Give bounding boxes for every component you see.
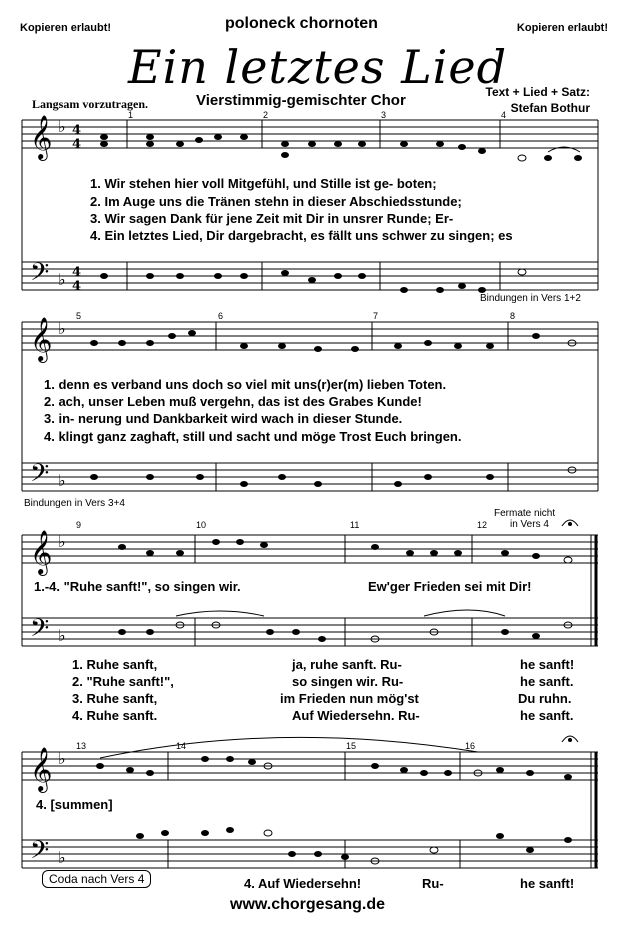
svg-text:♭: ♭ <box>58 471 66 490</box>
song-subtitle: Vierstimmig-gemischter Chor <box>196 92 406 109</box>
song-title: Ein letztes Lied <box>128 40 508 94</box>
measure-number: 13 <box>76 741 87 751</box>
lower-lyric-c: he sanft! <box>520 657 575 672</box>
lower-lyric-a: 4. Auf Wiedersehn! <box>244 876 362 891</box>
lower-lyric-b: Ru- <box>422 876 444 891</box>
clefs <box>30 115 81 871</box>
lower-lyric-b: so singen wir. Ru- <box>292 674 404 689</box>
credit-line-1: Text + Lied + Satz: <box>485 85 590 99</box>
treble-clef-s3: 𝄞 <box>30 530 53 574</box>
copy-notice-right: Kopieren erlaubt! <box>516 22 608 34</box>
treble-clef-s4: 𝄞 <box>30 747 53 791</box>
staff-s2-bass <box>22 463 598 491</box>
fermata-note: in Vers 4 <box>510 519 549 530</box>
lyric-upper-a: 1.-4. "Ruhe sanft!", so singen wir. <box>34 579 241 594</box>
lower-lyric-c: he sanft. <box>520 674 574 689</box>
lower-lyric-a: 2. "Ruhe sanft!", <box>72 674 174 689</box>
lower-lyric-b: im Frieden nun mög'st <box>280 691 419 706</box>
lower-lyric-a: 1. Ruhe sanft, <box>72 657 158 672</box>
svg-text:♭: ♭ <box>58 749 66 768</box>
measure-number: 7 <box>373 311 379 321</box>
lyric-verse-4: 4. klingt ganz zaghaft, still und sacht und möge Trost Euch bringen. <box>44 429 462 444</box>
lyric-verse-2: 2. ach, unser Leben muß vergehn, das ist des Grabes Kunde! <box>44 394 422 409</box>
copy-notice-left: Kopieren erlaubt! <box>20 22 112 34</box>
lower-lyric-a: 3. Ruhe sanft, <box>72 691 158 706</box>
measure-number: 9 <box>76 520 82 530</box>
measure-number: 6 <box>218 311 224 321</box>
lyric-verse-3: 3. in- nerung und Dankbarkeit wird wach in dieser Stunde. <box>44 411 403 426</box>
binding-note: Bindungen in Vers 1+2 <box>480 293 581 304</box>
lower-lyric-b: Auf Wiedersehn. Ru- <box>292 708 420 723</box>
treble-clef-s1: 𝄞 <box>30 115 53 159</box>
lyric-verse-4: 4. Ein letztes Lied, Dir dargebracht, es fällt uns schwer zu singen; es <box>90 228 513 243</box>
lyric-verse-1: 1. Wir stehen hier voll Mitgefühl, und Stille ist ge- boten; <box>90 176 437 191</box>
lower-lyric-c: Du ruhn. <box>518 691 572 706</box>
measure-number: 8 <box>510 311 516 321</box>
lyric-upper: 4. [summen] <box>36 797 113 812</box>
staff-s4-bass <box>22 840 598 868</box>
measure-number: 16 <box>465 741 476 751</box>
binding-note: Bindungen in Vers 3+4 <box>24 498 125 509</box>
measure-number: 11 <box>350 520 360 530</box>
measure-number: 15 <box>346 741 357 751</box>
note-heads <box>90 134 582 864</box>
lyric-verse-1: 1. denn es verband uns doch so viel mit uns(r)er(m) lieben Toten. <box>44 377 447 392</box>
staff-s2-treble <box>22 322 598 350</box>
svg-text:♭: ♭ <box>58 532 66 551</box>
lower-lyric-b: ja, ruhe sanft. Ru- <box>292 657 402 672</box>
measure-number: 1 <box>128 110 134 120</box>
credit-line-2: Stefan Bothur <box>510 101 590 115</box>
footer-url[interactable]: www.chorgesang.de <box>230 896 385 913</box>
lower-lyric-a: 4. Ruhe sanft. <box>72 708 158 723</box>
measure-number: 3 <box>381 110 387 120</box>
lower-lyric-c: he sanft! <box>520 876 575 891</box>
svg-text:4: 4 <box>72 279 82 294</box>
measure-number: 14 <box>176 741 187 751</box>
bass-clef-s3: 𝄢 <box>30 614 50 649</box>
lyric-verse-2: 2. Im Auge uns die Tränen stehn in dieser Abschiedsstunde; <box>90 194 462 209</box>
brand-name: poloneck chornoten <box>225 15 378 32</box>
lyric-verse-3: 3. Wir sagen Dank für jene Zeit mit Dir in unsrer Runde; Er- <box>90 211 454 226</box>
bass-clef-s4: 𝄢 <box>30 836 50 871</box>
staff-s1-bass <box>22 262 598 290</box>
svg-text:4: 4 <box>72 137 82 152</box>
measure-number: 12 <box>477 520 488 530</box>
coda-label: Coda nach Vers 4 <box>42 870 151 888</box>
measure-number: 2 <box>263 110 269 120</box>
svg-text:♭: ♭ <box>58 270 66 289</box>
svg-text:♭: ♭ <box>58 117 66 136</box>
svg-text:4: 4 <box>72 123 82 138</box>
measure-number: 10 <box>196 520 207 530</box>
lyric-upper-b: Ew'ger Frieden sei mit Dir! <box>368 579 532 594</box>
svg-text:♭: ♭ <box>58 626 66 645</box>
staff-s3-treble <box>22 535 598 563</box>
lower-lyric-c: he sanft. <box>520 708 574 723</box>
svg-text:♭: ♭ <box>58 848 66 867</box>
svg-text:♭: ♭ <box>58 319 66 338</box>
bass-clef-s2: 𝄢 <box>30 459 50 494</box>
measure-number: 4 <box>501 110 507 120</box>
staff-s3-bass <box>22 618 598 646</box>
bass-clef-s1: 𝄢 <box>30 258 50 293</box>
measure-number: 5 <box>76 311 82 321</box>
treble-clef-s2: 𝄞 <box>30 317 53 361</box>
svg-text:4: 4 <box>72 265 82 280</box>
tempo-marking: Langsam vorzutragen. <box>32 97 148 111</box>
fermata-note: Fermate nicht <box>494 508 556 519</box>
